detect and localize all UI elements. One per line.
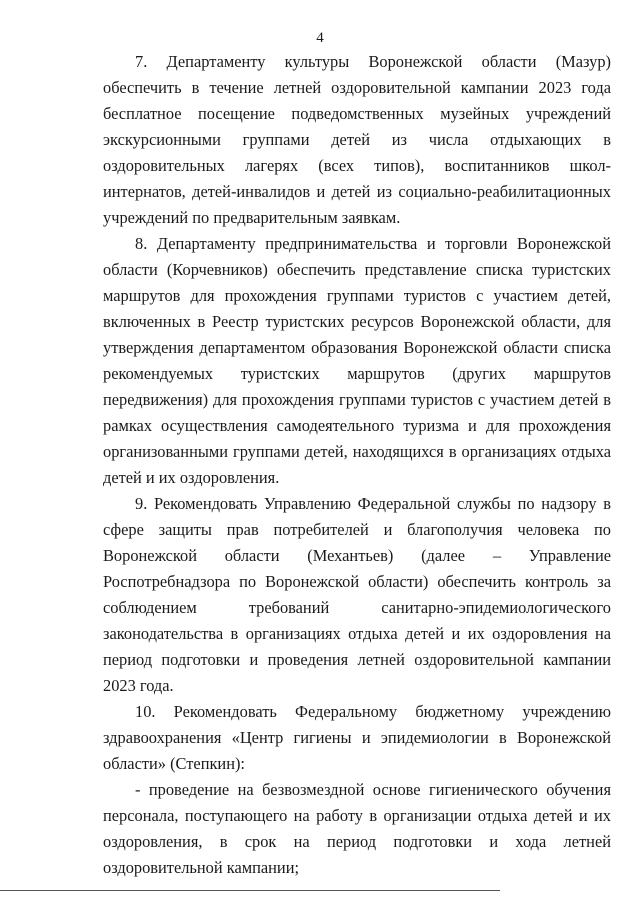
paragraph-item-10: 10. Рекомендовать Федеральному бюджетному учреждению здравоохранения «Центр гигиены и эпидемиологии в Воронежской области» (Степкин):: [103, 702, 611, 773]
paragraph-item-7: 7. Департаменту культуры Воронежской области (Мазур) обеспечить в течение летней оздоровительной кампании 2023 года бесплатное посещение подведомственных музейных учреждений экскурсионными группами детей из числа отдыхающих в оздоровительных лагерях (всех типов), воспитанников школ-интернатов, детей-инвалидов и детей из социально-реабилитационных учреждений по предварительным заявкам.: [103, 52, 611, 227]
paragraph-subitem-hygiene-training: - проведение на безвозмездной основе гигиенического обучения персонала, поступающего на работу в организации отдыха детей и их оздоровления, в срок на период подготовки и хода летней оздоровительной кампании;: [103, 780, 611, 877]
paragraph-item-9: 9. Рекомендовать Управлению Федеральной службы по надзору в сфере защиты прав потребителей и благополучия человека по Воронежской области (Механтьев) (далее – Управление Роспотребнадзора по Воронежской области) обеспечить контроль за соблюдением требований санитарно-эпидемиологического законодательства в организациях отдыха детей и их оздоровления на период подготовки и проведения летней оздоровительной кампании 2023 года.: [103, 494, 611, 695]
document-body: [103, 49, 611, 881]
paragraph-item-8: 8. Департаменту предпринимательства и торговли Воронежской области (Корчевников) обеспечить представление списка туристских маршрутов для прохождения группами туристов с участием детей, включенных в Реестр туристских ресурсов Воронежской области, для утверждения департаментом образования Воронежской области списка рекомендуемых туристских маршрутов (других маршрутов передвижения) для прохождения группами туристов с участием детей в рамках осуществления самодеятельного туризма и для прохождения организованными группами детей, находящихся в организациях отдыха детей и их оздоровления.: [103, 234, 611, 487]
page-number: 4: [316, 30, 324, 46]
footer-divider: [0, 890, 500, 891]
